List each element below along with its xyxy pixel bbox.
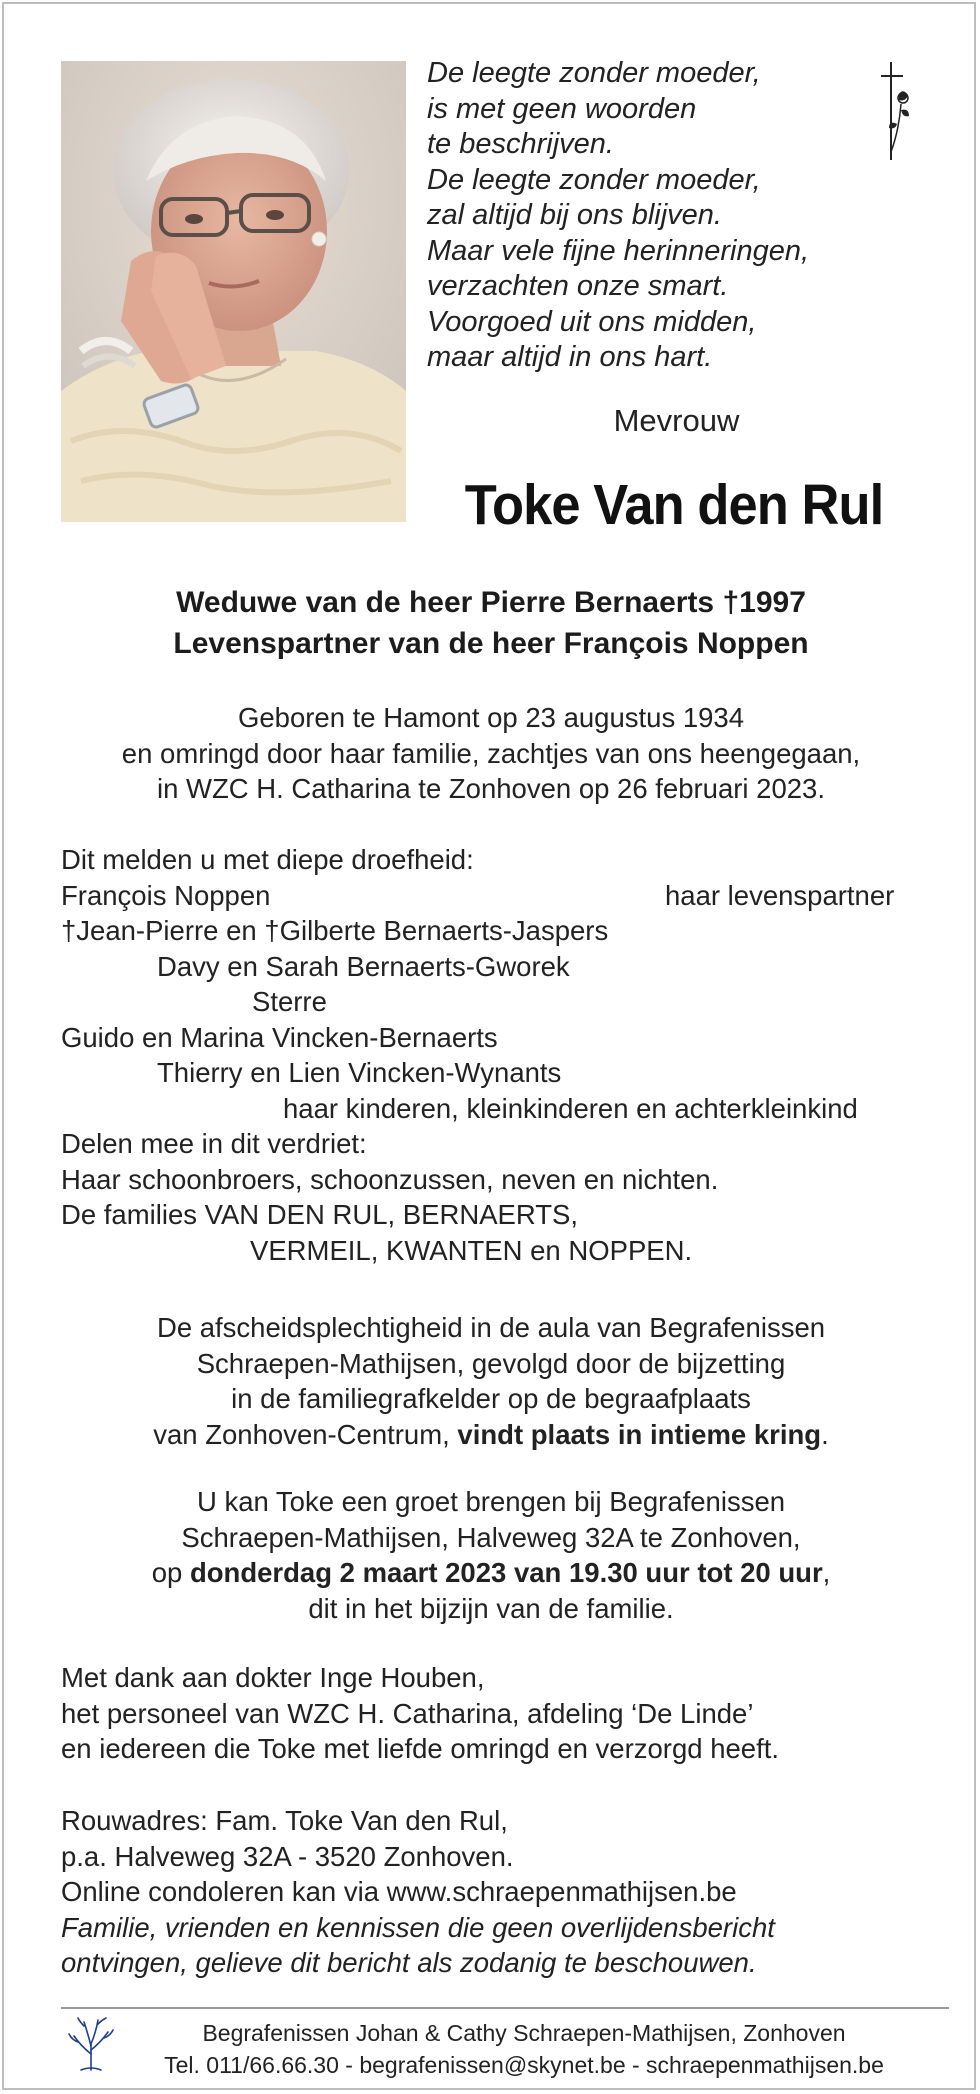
funeral-home: Begrafenissen Johan & Cathy Schraepen-Mathijsen, Zonhoven bbox=[202, 2020, 846, 2046]
family-line: Thierry en Lien Vincken-Wynants bbox=[157, 1057, 562, 1088]
relation-line: Weduwe van de heer Pierre Bernaerts †1997 bbox=[176, 586, 806, 619]
tree-logo-icon bbox=[66, 2014, 116, 2072]
family-list bbox=[61, 842, 895, 1268]
thanks-line: Met dank aan dokter Inge Houben, bbox=[61, 1662, 485, 1693]
portrait-photo bbox=[61, 61, 406, 522]
cross-with-rose-icon bbox=[877, 60, 917, 164]
family-line: Sterre bbox=[252, 986, 327, 1017]
visit-text: op bbox=[151, 1557, 190, 1588]
poem-line: verzachten onze smart. bbox=[427, 270, 729, 302]
poem-line: zal altijd bij ons blijven. bbox=[427, 199, 722, 231]
visit-line bbox=[4, 1555, 978, 1591]
poem-line: maar altijd in ons hart. bbox=[427, 341, 713, 373]
poem-line: is met geen woorden bbox=[427, 92, 697, 125]
address-line: p.a. Halveweg 32A - 3520 Zonhoven. bbox=[61, 1840, 514, 1872]
ceremony-info bbox=[4, 1310, 978, 1452]
poem-line: De leegte zonder moeder, bbox=[427, 57, 761, 89]
poem-line: Maar vele fijne herinneringen, bbox=[427, 234, 810, 267]
deceased-name: Toke Van den Rul bbox=[464, 473, 884, 537]
mourning-address bbox=[61, 1803, 775, 1981]
info-line: in WZC H. Catharina te Zonhoven op 26 februari 2023. bbox=[156, 773, 825, 804]
ceremony-text: . bbox=[821, 1418, 829, 1450]
info-line: Geboren te Hamont op 23 augustus 1934 bbox=[237, 702, 745, 733]
address-note: Familie, vrienden en kennissen die geen overlijdensbericht bbox=[61, 1911, 775, 1943]
visit-info bbox=[4, 1484, 978, 1626]
visit-line: dit in het bijzijn van de familie. bbox=[308, 1592, 674, 1624]
birth-death-info bbox=[4, 700, 978, 807]
visit-text: , bbox=[822, 1557, 831, 1588]
title-prefix: Mevrouw bbox=[613, 403, 740, 438]
address-note: ontvingen, gelieve dit bericht als zodanig te beschouwen. bbox=[61, 1947, 757, 1978]
relation-line: Levenspartner van de heer François Noppen bbox=[173, 627, 809, 660]
partner-role: haar levenspartner bbox=[665, 879, 895, 911]
family-line: Guido en Marina Vincken-Bernaerts bbox=[61, 1021, 498, 1053]
share-line: Haar schoonbroers, schoonzussen, neven en nichten. bbox=[61, 1163, 719, 1195]
ceremony-line bbox=[4, 1417, 978, 1453]
ceremony-highlight: vindt plaats in intieme kring bbox=[457, 1418, 822, 1450]
thanks-line: en iedereen die Toke met liefde omringd en verzorgd heeft. bbox=[61, 1733, 779, 1764]
family-line: Davy en Sarah Bernaerts-Gworek bbox=[157, 950, 570, 982]
obituary-card bbox=[2, 2, 976, 2090]
ceremony-line: De afscheidsplechtigheid in de aula van Begrafenissen bbox=[156, 1312, 826, 1343]
visit-highlight: donderdag 2 maart 2023 van 19.30 uur tot 20 uur bbox=[189, 1557, 823, 1588]
children-role: haar kinderen, kleinkinderen en achterkleinkind bbox=[283, 1092, 858, 1124]
family-row bbox=[61, 878, 895, 914]
portrait-illustration bbox=[61, 61, 406, 522]
family-line: †Jean-Pierre en †Gilberte Bernaerts-Jaspers bbox=[61, 915, 609, 946]
poem-line: Voorgoed uit ons midden, bbox=[427, 305, 757, 338]
ceremony-text: van Zonhoven-Centrum, bbox=[153, 1418, 458, 1450]
relations bbox=[4, 582, 978, 664]
footer-divider bbox=[61, 2007, 949, 2009]
share-line: De families VAN DEN RUL, BERNAERTS, bbox=[61, 1199, 579, 1230]
address-line: Rouwadres: Fam. Toke Van den Rul, bbox=[61, 1805, 508, 1836]
info-line: en omringd door haar familie, zachtjes van ons heengegaan, bbox=[121, 737, 861, 769]
ceremony-line: in de familiegrafkelder op de begraafplaats bbox=[231, 1383, 751, 1414]
contact-info: Tel. 011/66.66.30 - begrafenissen@skynet.be - schraepenmathijsen.be bbox=[164, 2052, 884, 2078]
visit-line: Schraepen-Mathijsen, Halveweg 32A te Zonhoven, bbox=[181, 1521, 801, 1553]
thanks bbox=[61, 1660, 779, 1767]
poem-line: De leegte zonder moeder, bbox=[427, 163, 761, 196]
poem-line: te beschrijven. bbox=[427, 128, 614, 160]
ceremony-line: Schraepen-Mathijsen, gevolgd door de bijzetting bbox=[196, 1347, 786, 1379]
partner-name: François Noppen bbox=[61, 879, 271, 911]
family-intro: Dit melden u met diepe droefheid: bbox=[61, 844, 474, 875]
visit-line: U kan Toke een groet brengen bij Begrafenissen bbox=[196, 1486, 786, 1517]
address-line: Online condoleren kan via www.schraepenmathijsen.be bbox=[61, 1876, 737, 1907]
share-intro: Delen mee in dit verdriet: bbox=[61, 1128, 367, 1159]
footer bbox=[124, 2017, 924, 2081]
poem bbox=[427, 56, 809, 376]
thanks-line: het personeel van WZC H. Catharina, afdeling ‘De Linde’ bbox=[61, 1697, 754, 1729]
share-line: VERMEIL, KWANTEN en NOPPEN. bbox=[250, 1234, 693, 1266]
